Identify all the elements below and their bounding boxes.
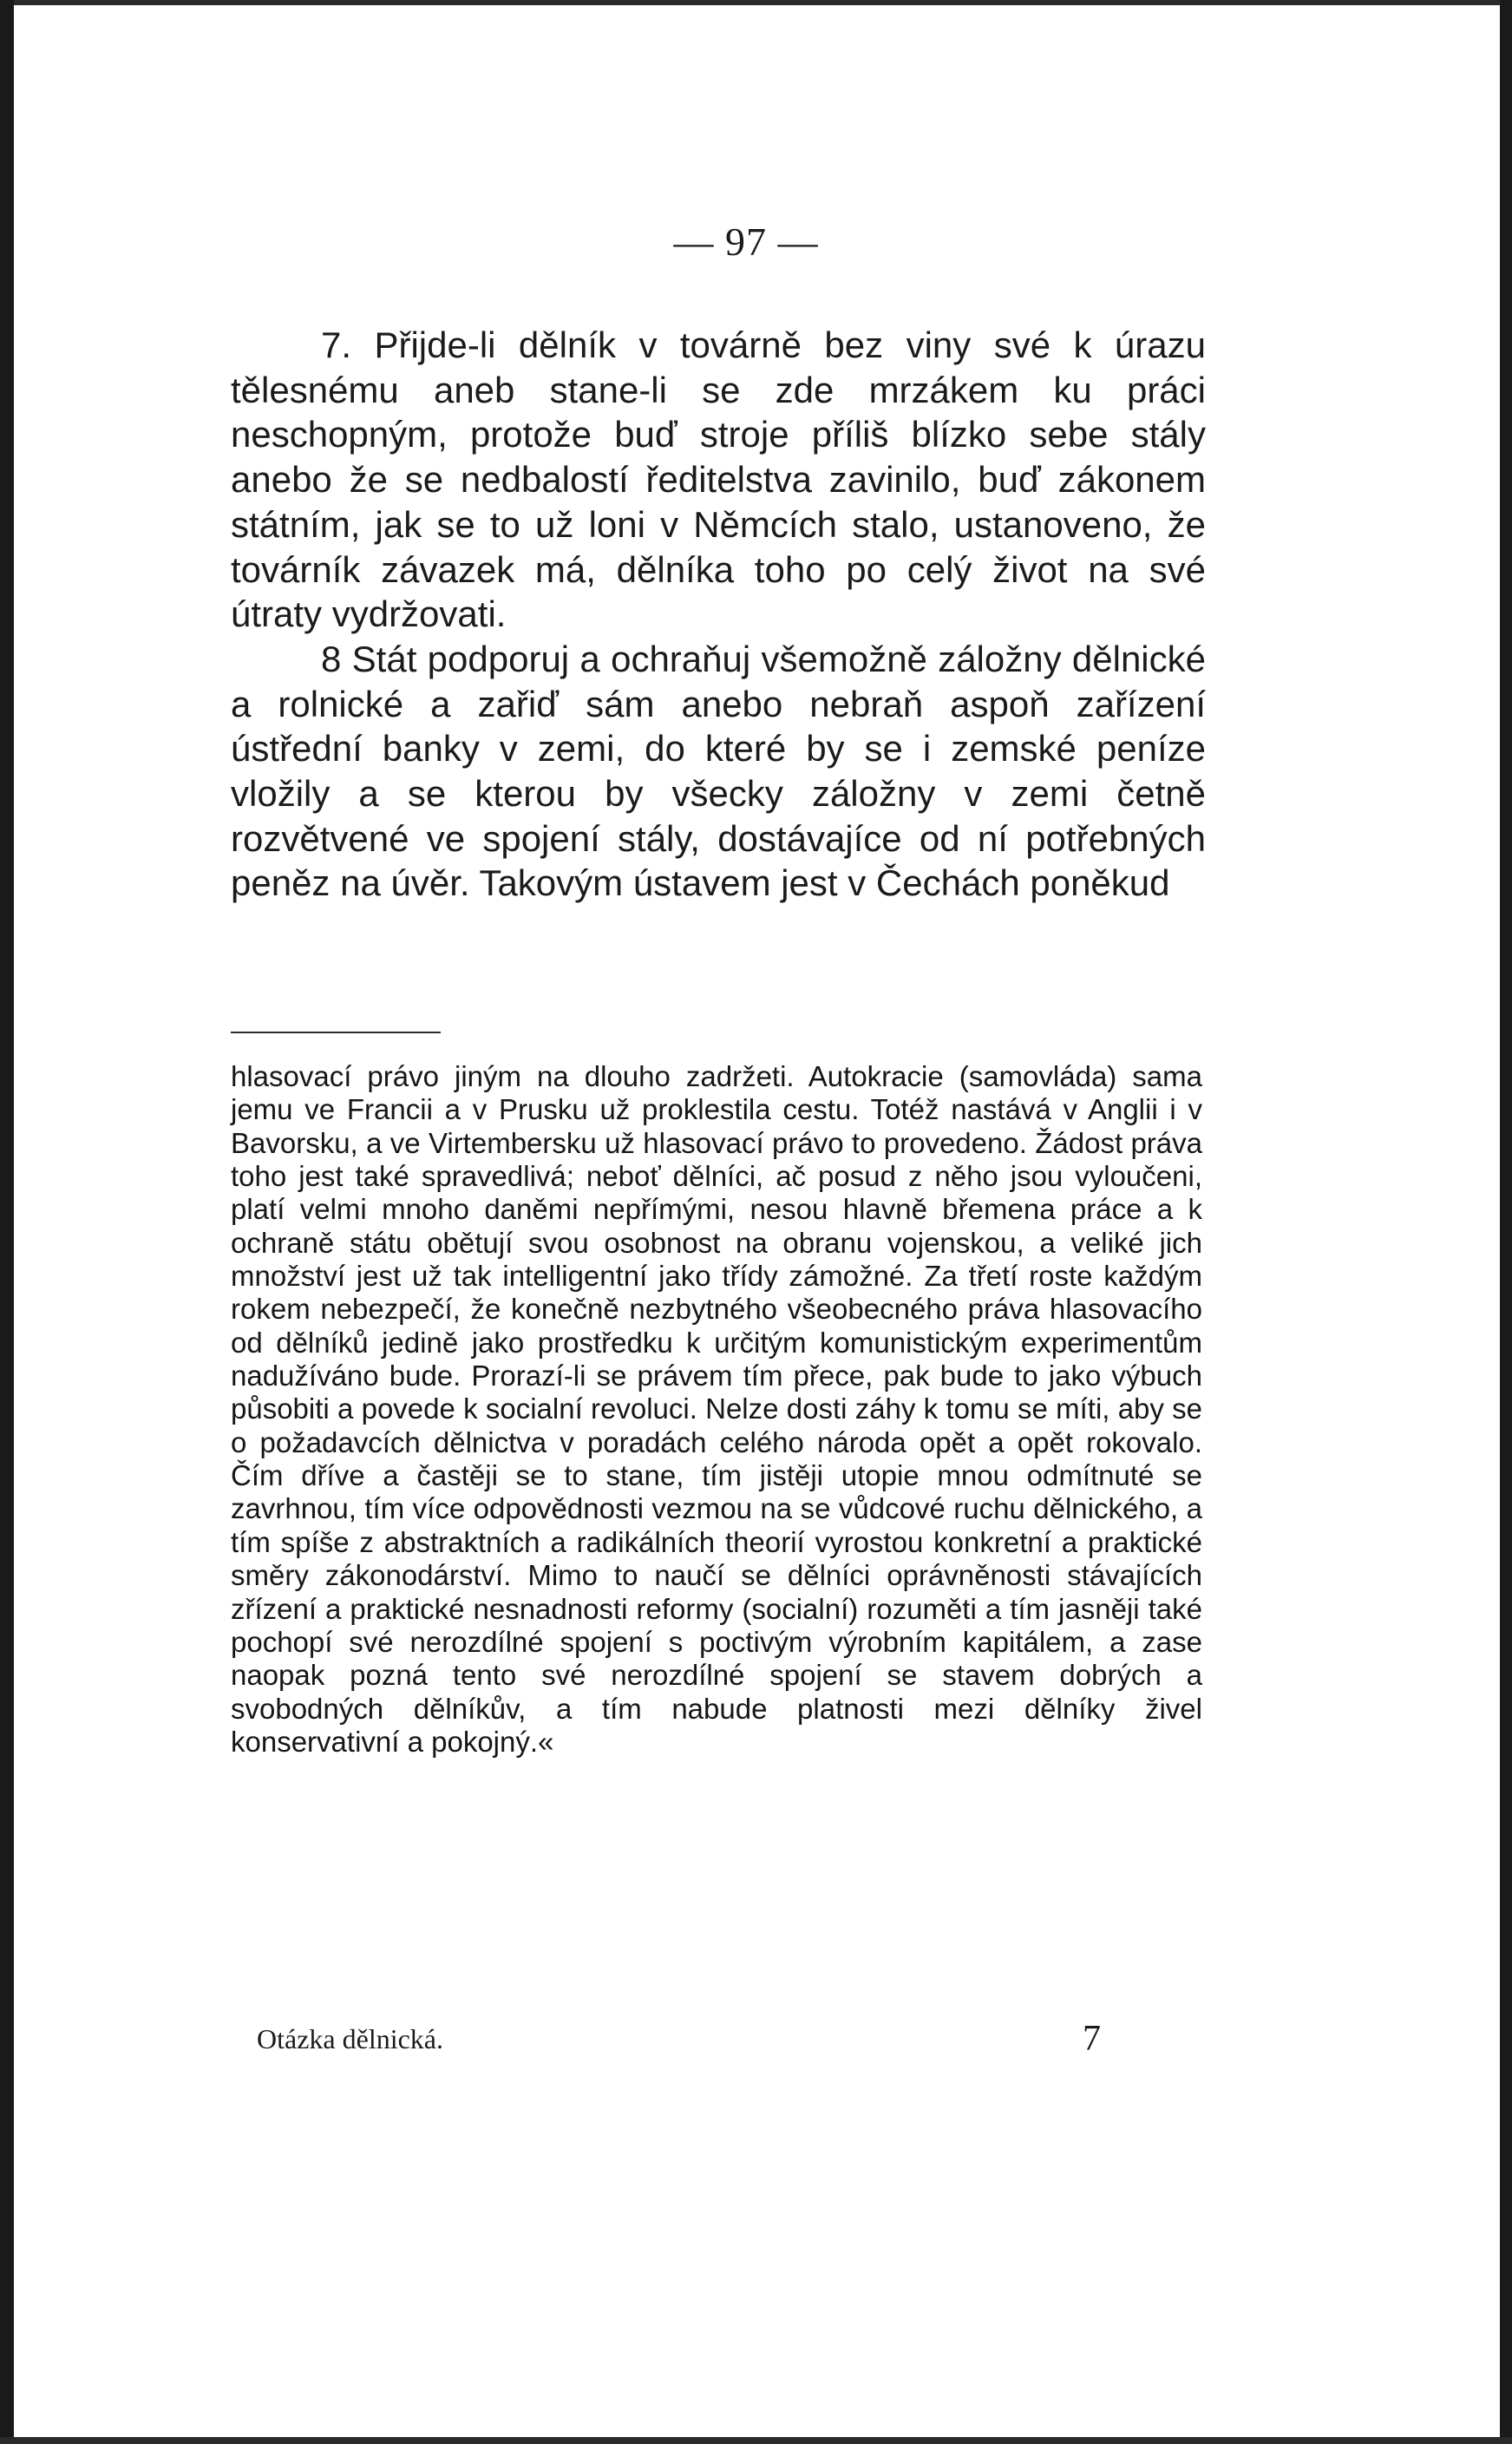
paragraph-8: 8 Stát podporuj a ochraňuj všemožně záložny dělnické a rolnické a zařiď sám anebo nebraň aspoň zařízení ústřední banky v zemi, do které by se i zemské peníze vložily a se kterou by všecky záložny v zemi četně rozvětvené ve spojení stály, dostávajíce od ní potřebných peněz na úvěr. Takovým ústavem jest v Čechách poněkud: [231, 638, 1206, 904]
footnote-paragraph: hlasovací právo jiným na dlouho zadržeti. Autokracie (samovláda) sama jemu ve Francii a v Prusku už proklestila cestu. Totéž nastává v Anglii i v Bavorsku, a ve Virtembersku už hlasovací právo to provedeno. Žádost práva toho jest také spravedlivá; neboť dělníci, ač posud z něho jsou vyloučeni, platí velmi mnoho daněmi nepřímými, nesou hlavně břemena práce a k ochraně státu obětují svou osobnost na obranu vojenskou, a veliké jich množství jest už tak intelligentní jako třídy zámožné. Za třetí roste každým rokem nebezpečí, že konečně nezbytného všeobecného práva hlasovacího od dělníků jedině jako prostředku k určitým komunistickým experimentům nadužíváno bude. Prorazí-li se právem tím přece, pak bude to jako výbuch působiti a povede k socialní revoluci. Nelze dosti záhy k tomu se míti, aby se o požadavcích dělnictva v poradách celého národa opět a opět rokovalo. Čím dříve a častěji se to stane, tím jistěji utopie mnou odmítnuté se zavrhnou, tím více odpovědnosti vezmou na se vůdcové ruchu dělnického, a tím spíše z abstraktních a radikálních theorií vyrostou konkretní a praktické směry zákonodárství. Mimo to naučí se dělníci oprávněnosti stávajících zřízení a praktické nesnadnosti reformy (socialní) rozuměti a tím jasněji také pochopí své nerozdílné spojení s poctivým výrobním kapitálem, a zase naopak pozná tento své nerozdílné spojení se stavem dobrých a svobodných dělníkův, a tím nabude platnosti mezi dělníky živel konservativní a pokojný.«: [231, 1060, 1202, 1758]
main-body: [231, 323, 1206, 906]
paragraph-7: 7. Přijde-li dělník v továrně bez viny své k úrazu tělesnému aneb stane-li se zde mrzákem ku práci neschopným, protože buď stroje příliš blízko sebe stály anebo že se nedbalostí ředitelstva zavinilo, buď zákonem státním, jak se to už loni v Němcích stalo, ustanoveno, že továrník závazek má, dělníka toho po celý život na své útraty vydržovati.: [231, 324, 1206, 635]
scan-edge-top: [0, 0, 1512, 5]
scan-edge-bottom: [0, 2437, 1512, 2444]
scan-edge-left: [0, 0, 14, 2444]
scan-edge-right: [1500, 0, 1512, 2444]
signature-number: 7: [1083, 2019, 1101, 2059]
page-number-heading: — 97 —: [673, 220, 819, 264]
footnote-divider: [231, 1032, 441, 1033]
footnote-block: [231, 1060, 1202, 1759]
signature-mark: Otázka dělnická.: [257, 2023, 443, 2054]
